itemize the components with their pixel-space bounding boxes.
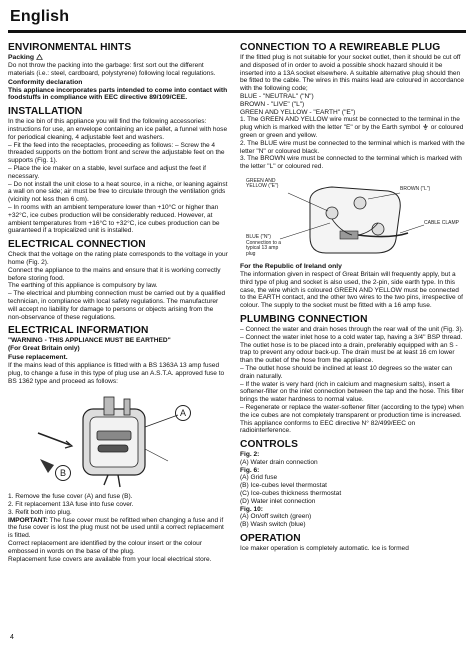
electrical-connection-paragraph: Connect the appliance to the mains and ensure that it is working correctly before storing food. bbox=[8, 266, 221, 282]
left-column bbox=[8, 38, 228, 563]
ireland-text: The information given in respect of Great Britain will frequently apply, but a third type of plug and socket is also used, the 2-pin, side earth type. In this case, the wire which is coloured GREEN AND YELLOW must be connected to the EARTH contact, and the other two wires to the two pins, irrespective of colour. The supply to the socket must be fitted with a 16 amp fuse. bbox=[240, 270, 463, 310]
fuse-steps-list bbox=[8, 493, 228, 516]
controls-list bbox=[240, 451, 466, 529]
wire-code: GREEN AND YELLOW - "EARTH" ("E") bbox=[240, 108, 356, 116]
great-britain-note: (For Great Britain only) bbox=[8, 345, 80, 353]
rewireable-plug-figure bbox=[240, 173, 466, 261]
list-item: (A) On/off switch (green) bbox=[240, 513, 312, 521]
fuse-cover-label-circle: A bbox=[175, 405, 191, 421]
wiring-step: 3. The BROWN wire must be connected to the terminal which is marked with the letter "L" or coloured red. bbox=[240, 155, 462, 171]
conformity-title: Conformity declaration bbox=[8, 78, 83, 86]
list-item: Fig. 6: bbox=[240, 466, 260, 474]
brown-wire-label: BROWN ("L") bbox=[400, 185, 431, 192]
list-item: (A) Water drain connection bbox=[240, 458, 318, 466]
packing-title: Packing bbox=[8, 54, 228, 62]
controls-heading: CONTROLS bbox=[240, 439, 298, 451]
cable-clamp-label: CABLE CLAMP bbox=[424, 219, 460, 226]
environmental-hints-heading: ENVIRONMENTAL HINTS bbox=[8, 42, 132, 53]
page-number: 4 bbox=[10, 634, 14, 641]
list-item: Fig. 10: bbox=[240, 505, 263, 513]
list-item: (B) Wash switch (blue) bbox=[240, 521, 306, 529]
replacement-covers-text: Replacement fuse covers are available from your local electrical store. bbox=[8, 555, 212, 563]
header-rule bbox=[8, 30, 466, 33]
operation-text: Ice maker operation is completely automatic. Ice is formed bbox=[240, 545, 409, 553]
list-item: 2. Fit replacement 13A fuse into fuse cover. bbox=[8, 501, 134, 509]
plumbing-connection-heading: PLUMBING CONNECTION bbox=[240, 313, 368, 325]
installation-paragraph: – Fit the feed into the receptacles, proceeding as follows: – Screw the 4 threaded supports on the bottom front and screw the adjustable feet on the supports (Fig. 1). bbox=[8, 141, 225, 165]
right-column bbox=[240, 38, 466, 553]
ireland-title: For the Republic of Ireland only bbox=[240, 262, 342, 270]
electrical-information-heading: ELECTRICAL INFORMATION bbox=[8, 325, 149, 337]
electrical-connection-paragraph: The earthing of this appliance is compulsory by law. bbox=[8, 282, 158, 290]
fuse-replacement-text: If the mains lead of this appliance is fitted with a BS 1363A 13 amp fused plug, to change a fuse in this type of plug use an A.S.T.A. approved fuse to BS 1362 type and proceed as follows: bbox=[8, 361, 225, 385]
wiring-step: 1. The GREEN AND YELLOW wire must be connected to the terminal in the plug which is marked with the letter "E" or by the Earth symbol or coloured green or green and yellow. bbox=[240, 116, 464, 139]
correct-replacement-text: Correct replacement are identified by the colour insert or the colour embossed in words on the base of the plug. bbox=[8, 540, 202, 555]
earth-symbol-icon bbox=[422, 124, 429, 130]
rewireable-intro: If the fitted plug is not suitable for your socket outlet, then it should be cut off and disposed of in order to avoid a possible shock hazard should it be inserted into a 13A socket elsewhere. A suitable alternative plug should then be fitted to the cable. The wires in this mains lead are coloured in accordance with the following code; bbox=[240, 54, 465, 93]
packing-text: Do not throw the packing into the garbage: first sort out the different materials (i.e.: steel, cardboard, polystyrene) following local regulations. bbox=[8, 62, 216, 77]
installation-heading: INSTALLATION bbox=[8, 106, 83, 118]
operation-heading: OPERATION bbox=[240, 533, 301, 545]
plumbing-paragraph: – If the water is very hard (rich in calcium and magnesium salts), insert a softener-filter on the inlet connection between the tap and the hose. This filter brings the water hardness to normal value. bbox=[240, 380, 464, 404]
rewireable-plug-heading: CONNECTION TO A REWIREABLE PLUG bbox=[240, 42, 441, 53]
installation-paragraph: – In rooms with an ambient temperature lower than +10°C or higher than +32°C, ice cubes production will be considerably reduced. However, at ambient temperatures from +16°C to +32°C, ice cubes production can be guaranteed if a tropicalized unit is installed. bbox=[8, 203, 220, 235]
fuse-plug-figure bbox=[8, 387, 228, 491]
list-item: (C) Ice-cubes thickness thermostat bbox=[240, 490, 342, 498]
blue-wire-label: BLUE ("N") bbox=[246, 233, 271, 240]
conformity-text: This appliance incorporates parts intended to come into contact with foodstuffs in compliance with EEC directive 89/109/CEE. bbox=[8, 86, 228, 102]
figure-caption: Connection to a typical 13 amp plug bbox=[246, 239, 282, 257]
installation-paragraph: – Place the ice maker on a stable, level surface and adjust the feet if necessary. bbox=[8, 164, 206, 180]
fuse-label-circle: B bbox=[55, 465, 71, 481]
wire-code: BLUE - "NEUTRAL" ("N") bbox=[240, 92, 314, 100]
important-note: IMPORTANT: The fuse cover must be refitted when changing a fuse and if the fuse cover is lost the plug must not be used until a correct replacement is fitted. bbox=[8, 516, 224, 540]
list-item: 3. Refit both into plug. bbox=[8, 508, 72, 516]
earthing-warning: "WARNING - THIS APPLIANCE MUST BE EARTHED" bbox=[8, 337, 171, 345]
page-language-title: English bbox=[10, 8, 70, 25]
plumbing-paragraph: – The outlet hose should be inclined at least 10 degrees so the water can drain naturally. bbox=[240, 364, 453, 380]
wire-code: BROWN - "LIVE" ("L") bbox=[240, 100, 305, 108]
fuse-plug-illustration bbox=[8, 387, 228, 491]
list-item: 1. Remove the fuse cover (A) and fuse (B). bbox=[8, 493, 133, 501]
fuse-replacement-title: Fuse replacement. bbox=[8, 353, 68, 361]
plumbing-paragraph: – Regenerate or replace the water-softener filter (according to the type) when the ice cubes are not completely transparent or production time is increased. This appliance conforms to EEC directive N° 82/499/EEC on radiointerference. bbox=[240, 403, 464, 435]
electrical-connection-paragraph: Check that the voltage on the rating plate corresponds to the voltage in your home (Fig. 2). bbox=[8, 251, 228, 266]
plumbing-paragraph: – Connect the water and drain hoses through the rear wall of the unit (Fig. 3). bbox=[240, 325, 464, 333]
electrical-connection-heading: ELECTRICAL CONNECTION bbox=[8, 239, 146, 251]
list-item: (A) Grid fuse bbox=[240, 474, 278, 482]
list-item: (D) Water inlet connection bbox=[240, 497, 316, 505]
list-item: Fig. 2: bbox=[240, 451, 260, 459]
plumbing-paragraph: – Connect the water inlet hose to a cold water tap, having a 3/4" BSP thread. The outlet hose is to be placed into a drain, preferably equipped with an S - trap to prevent any odour back-up. The drain must be at least 16 cm lower than the outlet of the hose from the appliance. bbox=[240, 333, 463, 365]
recycling-triangle-icon bbox=[36, 54, 43, 60]
installation-paragraph: In the ice bin of this appliance you will find the following accessories: instructions for use, an envelope containing an ice pallet, a funnel with hose for periodical cleaning, 4 adjustable feet and washers. bbox=[8, 118, 228, 141]
green-yellow-wire-label: GREEN AND YELLOW ("E") bbox=[246, 177, 279, 190]
electrical-connection-paragraph: – The electrical and plumbing connection must be carried out by a qualified technician, in compliance with local safety regulations. The manufacturer will accept no liability for damage to persons or objects arising from the non-observance of these regulations. bbox=[8, 290, 226, 321]
installation-paragraph: – Do not install the unit close to a heat source, in a niche, or leaning against a wall on one side; air must be free to circulate through the ventilation grids (vicinity not less then 6 cm). bbox=[8, 180, 228, 204]
wiring-step: 2. The BLUE wire must be connected to the terminal which is marked with the letter "N" or coloured black. bbox=[240, 139, 465, 155]
list-item: (B) Ice-cubes level thermostat bbox=[240, 482, 327, 490]
